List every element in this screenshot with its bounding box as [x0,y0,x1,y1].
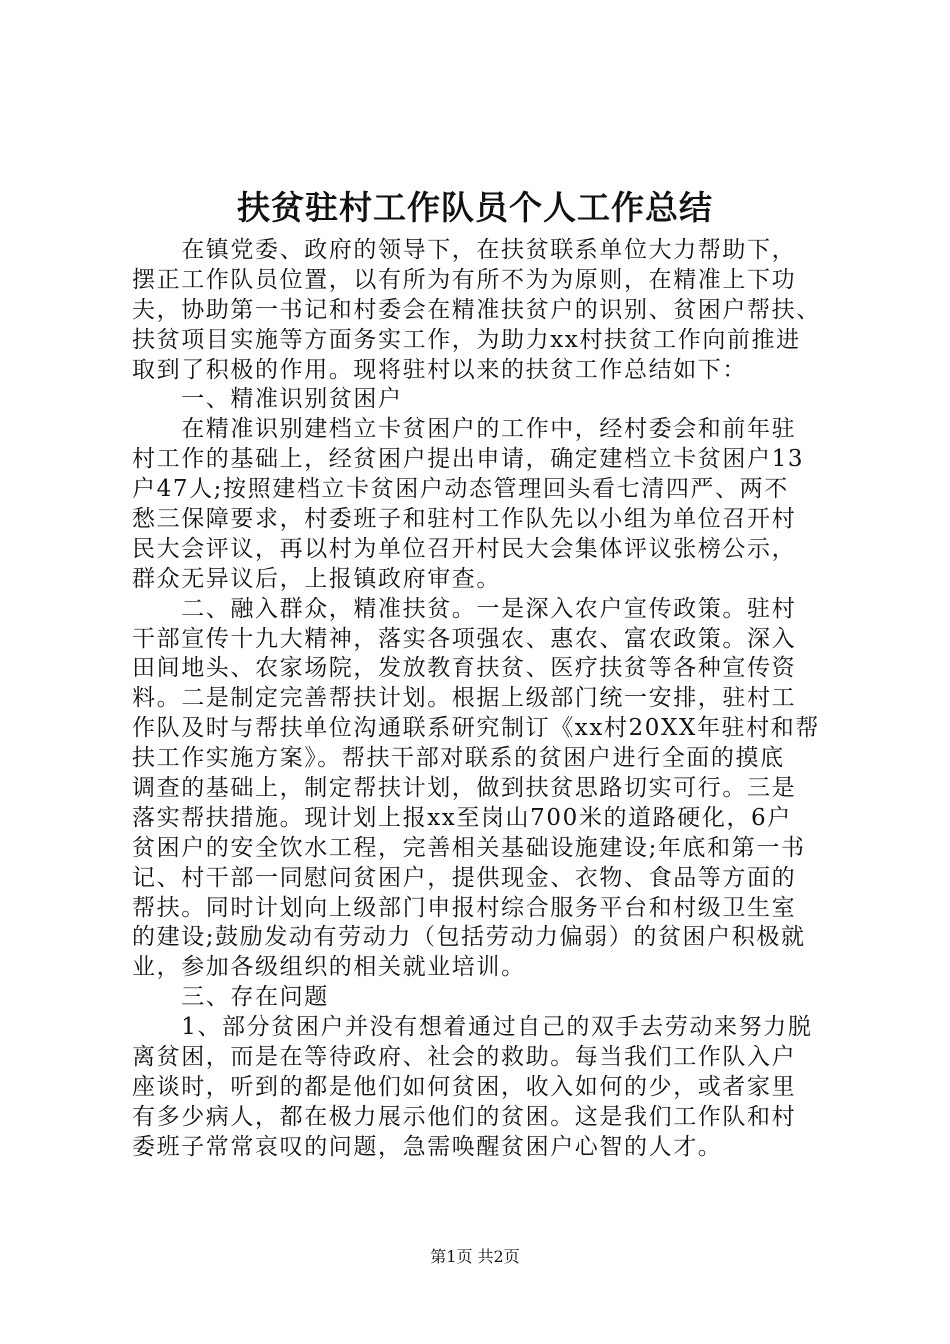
text-line: 愁三保障要求，村委班子和驻村工作队先以小组为单位召开村 [132,506,797,533]
text-line: 业，参加各级组织的相关就业培训。 [132,954,526,981]
text-line: 有多少病人，都在极力展示他们的贫困。这是我们工作队和村 [132,1103,797,1130]
text-line: 调查的基础上，制定帮扶计划，做到扶贫思路切实可行。三是 [132,775,797,802]
document-body [132,236,832,1163]
text-line: 在镇党委、政府的领导下，在扶贫联系单位大力帮助下， [132,237,797,263]
text-line: 1、部分贫困户并没有想着通过自己的双手去劳动来努力脱 [132,1014,813,1041]
page-footer: 第1页 共2页 [430,1247,520,1266]
text-line: 二、融入群众，精准扶贫。一是深入农户宣传政策。驻村 [132,595,797,622]
text-line: 摆正工作队员位置，以有所为有所不为为原则，在精准上下功 [132,266,797,293]
text-line: 村工作的基础上，经贫困户提出申请，确定建档立卡贫困户13 [132,446,805,473]
text-line: 田间地头、农家场院，发放教育扶贫、医疗扶贫等各种宣传资 [132,655,797,682]
text-line: 贫困户的安全饮水工程，完善相关基础设施建设;年底和第一书 [132,834,806,861]
text-line: 扶工作实施方案》。帮扶干部对联系的贫困户进行全面的摸底 [132,745,785,772]
text-line: 群众无异议后，上报镇政府审查。 [132,565,501,592]
text-line: 委班子常常哀叹的问题，急需唤醒贫困户心智的人才。 [132,1133,723,1160]
document-title: 扶贫驻村工作队员个人工作总结 [237,188,713,227]
text-line: 的建设;鼓励发动有劳动力（包括劳动力偏弱）的贫困户积极就 [132,924,806,951]
text-line: 三、存在问题 [132,984,329,1011]
text-line: 落实帮扶措施。现计划上报xx至岗山700米的道路硬化，6户 [132,804,792,831]
text-line: 民大会评议，再以村为单位召开村民大会集体评议张榜公示， [132,535,797,562]
text-line: 在精准识别建档立卡贫困户的工作中，经村委会和前年驻 [132,416,797,443]
text-line: 一、精准识别贫困户 [132,386,403,413]
text-line: 料。二是制定完善帮扶计划。根据上级部门统一安排，驻村工 [132,685,797,712]
text-line: 夫，协助第一书记和村委会在精准扶贫户的识别、贫困户帮扶、 [132,296,821,323]
text-line: 作队及时与帮扶单位沟通联系研究制订《xx村20XX年驻村和帮 [132,715,820,742]
text-line: 记、村干部一同慰问贫困户，提供现金、衣物、食品等方面的 [132,864,797,891]
text-line: 座谈时，听到的都是他们如何贫困，收入如何的少，或者家里 [132,1073,797,1100]
text-line: 干部宣传十九大精神，落实各项强农、惠农、富农政策。深入 [132,625,797,652]
text-line: 离贫困，而是在等待政府、社会的救助。每当我们工作队入户 [132,1044,797,1071]
text-line: 取到了积极的作用。现将驻村以来的扶贫工作总结如下： [132,356,747,383]
text-line: 扶贫项目实施等方面务实工作，为助力xx村扶贫工作向前推进 [132,326,801,353]
text-line: 帮扶。同时计划向上级部门申报村综合服务平台和村级卫生室 [132,894,797,921]
text-line: 户47人;按照建档立卡贫困户动态管理回头看七清四严、两不 [132,476,789,503]
